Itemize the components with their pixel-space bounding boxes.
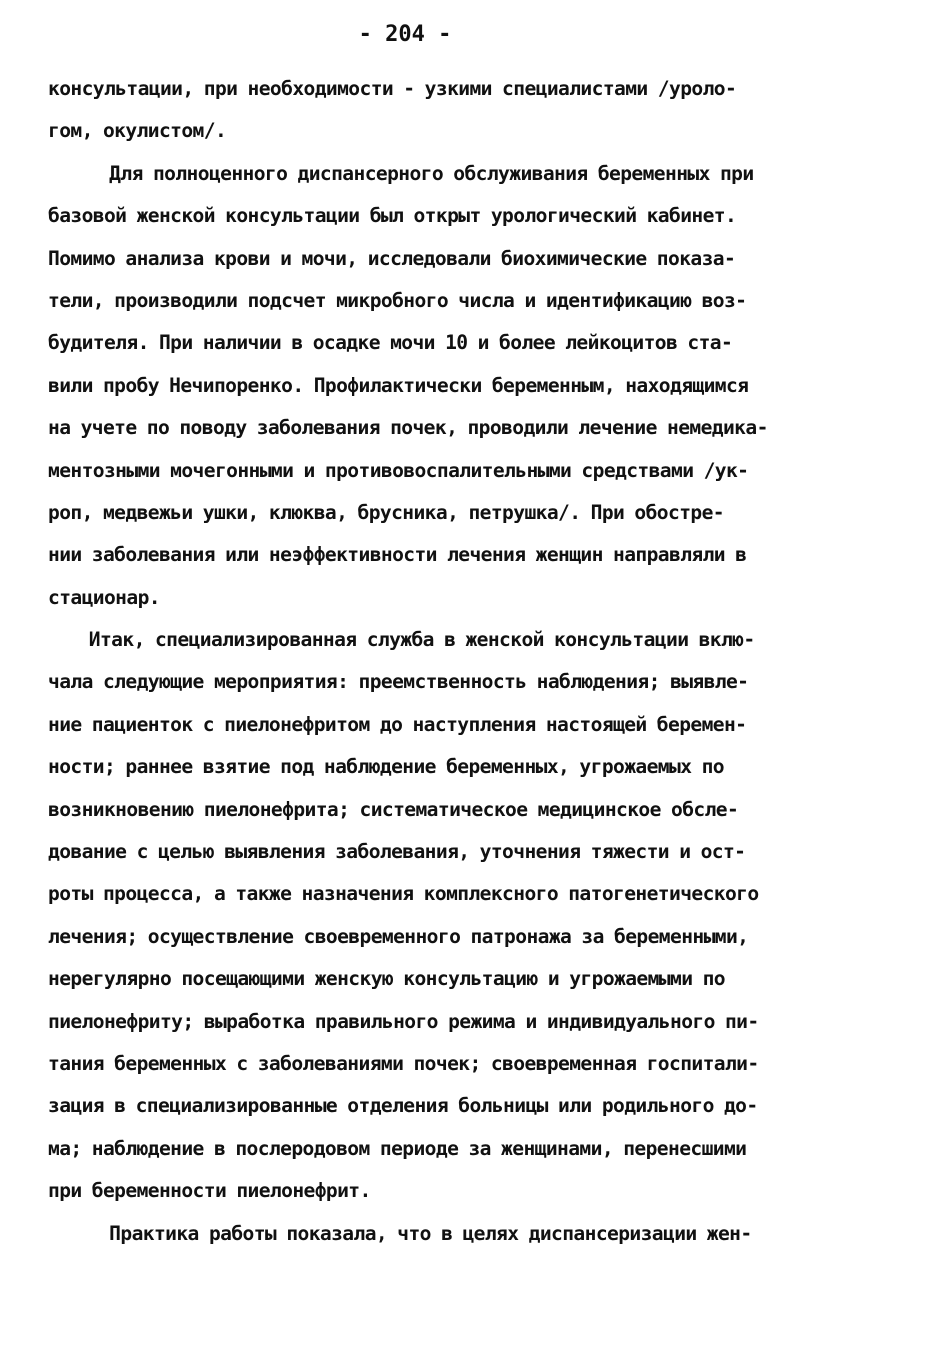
text-line: чала следующие мероприятия: преемственность наблюдения; выявле- bbox=[48, 670, 749, 694]
text-line: гом, окулистом/. bbox=[48, 119, 227, 143]
text-line: роп, медвежьи ушки, клюква, брусника, петрушка/. При обостре- bbox=[48, 500, 724, 524]
text-line: вили пробу Нечипоренко. Профилактически беременным, находящимся bbox=[48, 373, 749, 397]
text-line: зация в специализированные отделения больницы или родильного до- bbox=[48, 1094, 758, 1118]
text-line: ментозными мочегонными и противовоспалительными средствами /ук- bbox=[48, 458, 749, 482]
text-line: Помимо анализа крови и мочи, исследовали биохимические показа- bbox=[48, 246, 736, 270]
text-line: нии заболевания или неэффективности лечения женщин направляли в bbox=[48, 543, 747, 567]
text-line: лечения; осуществление своевременного патронажа за беременными, bbox=[48, 924, 749, 948]
text-line: на учете по поводу заболевания почек, проводили лечение немедика- bbox=[48, 416, 768, 440]
text-line: Практика работы показала, что в целях диспансеризации жен- bbox=[48, 1221, 752, 1245]
body-text bbox=[48, 68, 878, 1255]
text-line: стационар. bbox=[48, 585, 160, 609]
text-line: роты процесса, а также назначения комплексного патогенетического bbox=[48, 882, 759, 906]
text-line: базовой женской консультации был открыт урологический кабинет. bbox=[48, 204, 737, 228]
text-line: пиелонефриту; выработка правильного режима и индивидуального пи- bbox=[48, 1009, 759, 1033]
text-line: дование с целью выявления заболевания, уточнения тяжести и ост- bbox=[48, 840, 746, 864]
text-line: Итак, специализированная служба в женской консультации вклю- bbox=[48, 628, 755, 652]
text-line: тели, производили подсчет микробного числа и идентификацию воз- bbox=[48, 288, 747, 312]
text-line: Для полноценного диспансерного обслуживания беременных при bbox=[48, 161, 754, 185]
text-line: возникновению пиелонефрита; систематическое медицинское обсле- bbox=[48, 797, 739, 821]
text-line: тания беременных с заболеваниями почек; своевременная госпитали- bbox=[48, 1051, 759, 1075]
text-line: будителя. При наличии в осадке мочи 10 и более лейкоцитов ста- bbox=[48, 331, 733, 355]
text-line: при беременности пиелонефрит. bbox=[48, 1179, 371, 1203]
page-number: - 204 - bbox=[358, 22, 452, 47]
text-line: нерегулярно посещающими женскую консультацию и угрожаемыми по bbox=[48, 967, 725, 991]
text-line: ние пациенток с пиелонефритом до наступления настоящей беремен- bbox=[48, 712, 747, 736]
text-line: ма; наблюдение в послеродовом периоде за женщинами, перенесшими bbox=[48, 1136, 747, 1160]
text-line: консультации, при необходимости - узкими специалистами /уроло- bbox=[48, 77, 737, 100]
text-line: ности; раннее взятие под наблюдение беременных, угрожаемых по bbox=[48, 755, 724, 779]
